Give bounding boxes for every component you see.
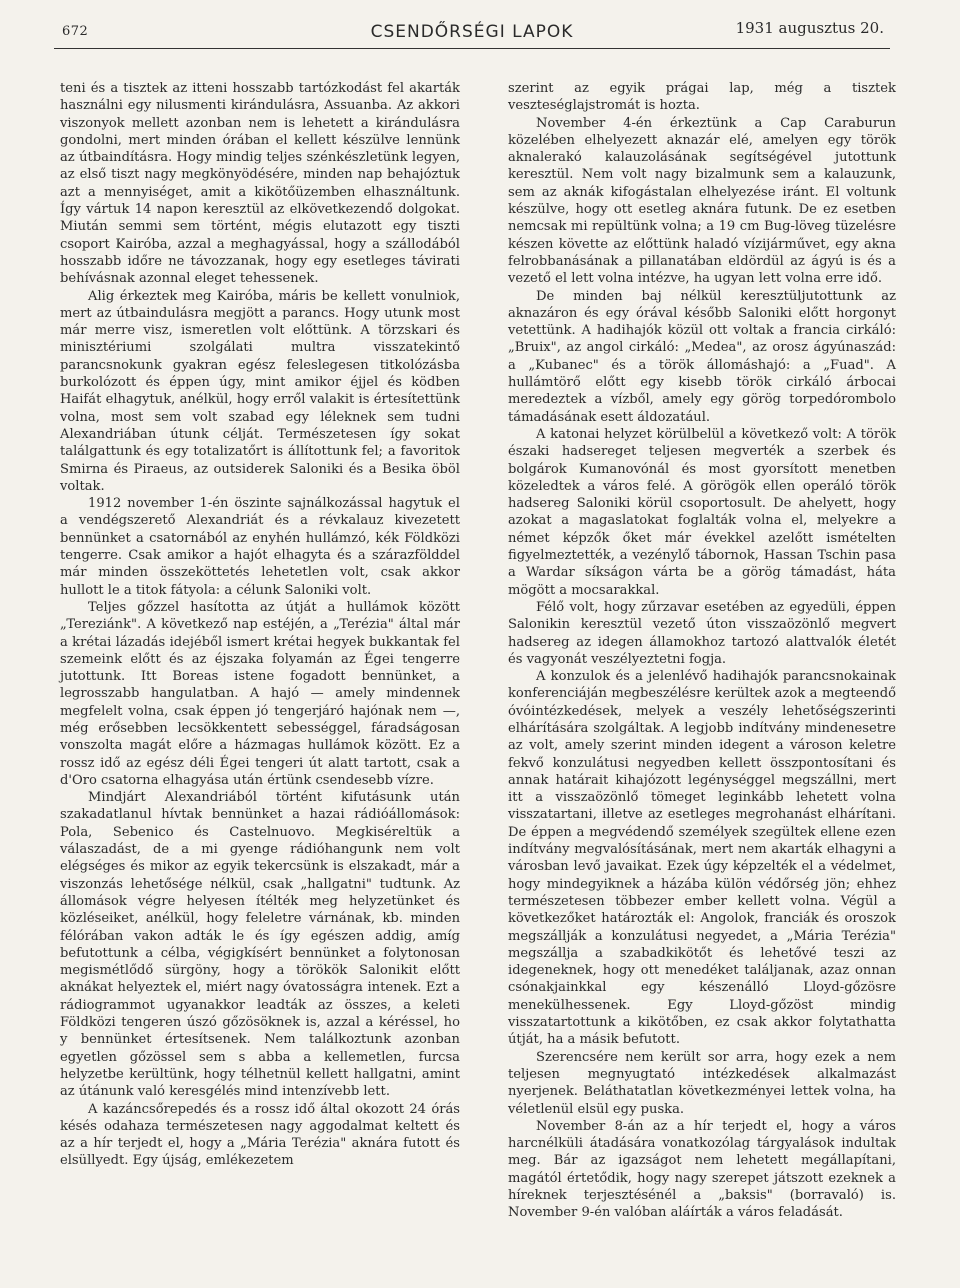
paragraph: A kazáncsőrepedés és a rossz idő által okozott 24 órás késés odahaza természetesen nagy aggodalmat keltett és az a hír terjedt el, hogy a „Mária Terézia" aknára futott és elsüllyedt. Egy újság, emlékezetem <box>60 1101 460 1169</box>
issue-date: 1931 augusztus 20. <box>735 19 884 37</box>
paragraph: Mindjárt Alexandriából történt kifutásunk után szakadatlanul hívtak bennünket a hazai rádióállomások: Pola, Sebenico és Castelnuovo. Megkiséreltük a válaszadást, de a mi gyenge rádióhangunk nem volt elégséges és mikor az egyik tekercsünk is elszakadt, már a viszonzás lehetősége nélkül, csak „hallgatni" tudtunk. Az állomások végre helyesen ítélték meg helyzetünket és közléseiket, anélkül, hogy feleletre várnának, kb. minden félórában vakon adták le és így egészen addig, amíg befutottunk a célba, végigkísért bennünket a folytonosan megismétlődő sürgöny, hogy a törökök Salonikit előtt aknákat helyeztek el, miért nagy óvatosságra intenek. Ezt a rádiogrammot ugyanakkor leadták az összes, a keleti Földközi tengeren úszó gőzösöknek is, azzal a kéréssel, ho y bennünket értesítsenek. Nem találkoztunk azonban egyetlen gőzössel sem s abba a kellemetlen, furcsa helyzetbe kerültünk, hogy télhetnül kellett hallgatni, amint az útánunk való keresgélés mind intenzívebb lett. <box>60 790 460 1100</box>
left-column <box>60 80 460 1170</box>
running-header <box>54 19 890 49</box>
paragraph: Félő volt, hogy zűrzavar esetében az egyedüli, éppen Salonikin keresztül vezető úton visszaözönlő megvert hadsereg az idegen államokhoz tartozó alattvalók életét és vagyonát veszélyeztetni fogja. <box>508 599 896 667</box>
page-number: 672 <box>62 24 89 39</box>
paragraph: A konzulok és a jelenlévő hadihajók parancsnokainak konferenciáján megbeszélésre kerültek azok a megteendő óvóintézkedések, melyek a veszély lehetőségszerinti elhárítására szolgáltak. A legjobb indítvány mindenesetre az volt, amely szerint minden idegent a városon keletre fekvő konzulátusi negyedben kellett összpontosítani és annak határait kihajózott legénységgel megszállni, mert itt a visszaözönlő tömeget leginkább lehetett volna visszatartani, illetve az esetleges megrohanást elhárítani. De éppen a megvédendő személyek szegültek ellene ezen indítvány megvalósításának, mert nem akarták elhagyni a városban levő javaikat. Ezek úgy képzelték el a védelmet, hogy mindegyiknek a házába külön védőrség jön; ehhez természetesen többezer ember kellett volna. Végül a következőket határozták el: Angolok, franciák és oroszok megszállják a konzulátusi negyedet, a „Mária Terézia" megszállja a szabadkikötőt és lehetővé teszi az idegeneknek, hogy ott menedéket találjanak, azaz onnan csónakjainkkal egy készenálló Lloyd-gőzösre menekülhessenek. Egy Lloyd-gőzöst mindig visszatartottunk a kikötőben, ez csak akkor folytathatta útját, ha a másik befutott. <box>508 669 896 1048</box>
paragraph: szerint az egyik prágai lap, még a tisztek veszteséglajstromát is hozta. <box>508 81 896 114</box>
paragraph: Teljes gőzzel hasította az útját a hullámok között „Tereziánk". A következő nap estéjén, a „Terézia" által már a krétai lázadás idejéből ismert krétai hegyek bukkantak fel szemeink előtt és az éjszaka folyamán az Égei tengerre jutottunk. Itt Boreas istene fogadott bennünket, a legrosszabb hangulatban. A hajó — amely mindennek megfelelt volna, csak éppen jó tengerjáró hajónak nem —, még erősebben lecsökkentett sebességgel, fáradságosan vonszolta magát előre a házmagas hullámok között. Ez a rossz idő az egész déli Égei tengeri út alatt tartott, csak a d'Oro csatorna elhagyása után értünk csendesebb vízre. <box>60 599 460 788</box>
paragraph: Alig érkeztek meg Kairóba, máris be kellett vonulniok, mert az útbaindulásra megjött a parancs. Hogy utunk most már merre visz, ismeretlen volt előttünk. A törzskari és minisztériumi szolgálati multra visszatekintő parancsnokunk gyakran egész feleslegesen titkolózásba burkolózott és éppen úgy, mint amikor éjjel és ködben Haifát elhagytuk, anélkül, hogy erről valakit is értesítettünk volna, most sem volt szabad egy léleknek sem tudni Alexandriában útunk célját. Természetesen így sokat találgattunk és egy totalizatőrt is állítottunk fel; a favoritok Smirna és Piraeus, az outsiderek Saloniki és a Besika öböl voltak. <box>60 288 460 494</box>
right-column <box>508 80 896 1222</box>
paragraph: 1912 november 1-én öszinte sajnálkozással hagytuk el a vendégszerető Alexandriát és a révkalauz kivezetett bennünket a csatornából az enyhén hullámzó, kék Földközi tengerre. Csak amikor a hajót elhagyta és a szárazfölddel már minden összeköttetés lehetetlen volt, csak akkor hullott le a titok fátyola: a célunk Saloniki volt. <box>60 496 460 598</box>
paragraph: De minden baj nélkül keresztüljutottunk az aknazáron és egy órával később Saloniki előtt horgonyt vetettünk. A hadihajók közül ott voltak a francia cirkáló: „Bruix", az angol cirkáló: „Medea", az orosz ágyúnaszád: a „Kubanec" és a török állomáshajó: a „Fuad". A hullámtörő előtt egy kisebb török cirkáló árbocai meredeztek a vízből, amely egy görög torpedórombolo támadásának esett áldozatául. <box>508 288 896 425</box>
paragraph: November 8-án az a hír terjedt el, hogy a város harcnélküli átadására vonatkozólag tárgyalások indultak meg. Bár az igazságot nem lehetett megállapítani, magától értetődik, hogy nagy szerepet játszott ezeknek a híreknek terjesztésénél a „baksis" (borravaló) is. November 9-én valóban aláírták a város feladását. <box>508 1118 896 1221</box>
paragraph: Szerencsére nem került sor arra, hogy ezek a nem teljesen megnyugtató intézkedések alkalmazást nyerjenek. Beláthatatlan következményei lettek volna, ha véletlenül elsül egy puska. <box>508 1049 896 1117</box>
running-title: CSENDŐRSÉGI LAPOK <box>370 22 574 42</box>
paragraph: A katonai helyzet körülbelül a következő volt: A török északi hadsereget teljesen megverték a szerbek és bolgárok Kumanovónál és most gyorsított menetben közeledtek a város felé. A görögök ellen operáló török hadsereg Saloniki körül csoportosult. De ahelyett, hogy azokat a magaslatokat foglalták volna el, melyekre a német képzők őket már évekkel azelőtt ismételten figyelmeztették, a vezénylő tábornok, Hassan Tschin pasa a Wardar síkságon várta be a görög támadást, háta mögött a mocsarakkal. <box>508 426 896 598</box>
paragraph: teni és a tisztek az itteni hosszabb tartózkodást fel akarták használni egy nilusmenti kirándulásra, Assuanba. Az akkori viszonyok mellett azonban nem is lehetett a kirándulásra gondolni, mert minden órában el kellett készülve lennünk az útbaindításra. Hogy mindig teljes szénkészletünk legyen, az első tiszt nagy megkönyödésére, minden nap behajóztuk azt a mennyiséget, amit a kikötőüzemben elhasználtunk. Így vártuk 14 napon keresztül az elkövetkezendő dolgokat. Miután semmi sem történt, mégis elutazott egy tiszti csoport Kairóba, azzal a meghagyással, hogy a szállodából hosszabb időre ne távozzanak, hogy egy esetleges távirati behívásnak azonnal eleget tehessenek. <box>60 81 460 287</box>
paragraph: November 4-én érkeztünk a Cap Caraburun közelében elhelyezett aknazár elé, amelyen egy török aknalerakó kalauzolásának segítségével jutottunk keresztül. Nem volt nagy bizalmunk sem a kalauzunk, sem az aknák kifogástalan elhelyezése iránt. El voltunk készülve, hogy ott esetleg aknára futunk. De ez esetben nemcsak mi repültünk volna; a 19 cm Bug-löveg tüzelésre készen követte az előttünk haladó vízijárművet, egy akna felrobbanásának a pillanatában eldördül az ágyú is és a vezető el lett volna intézve, ha ugyan lett volna erre idő. <box>508 115 896 287</box>
